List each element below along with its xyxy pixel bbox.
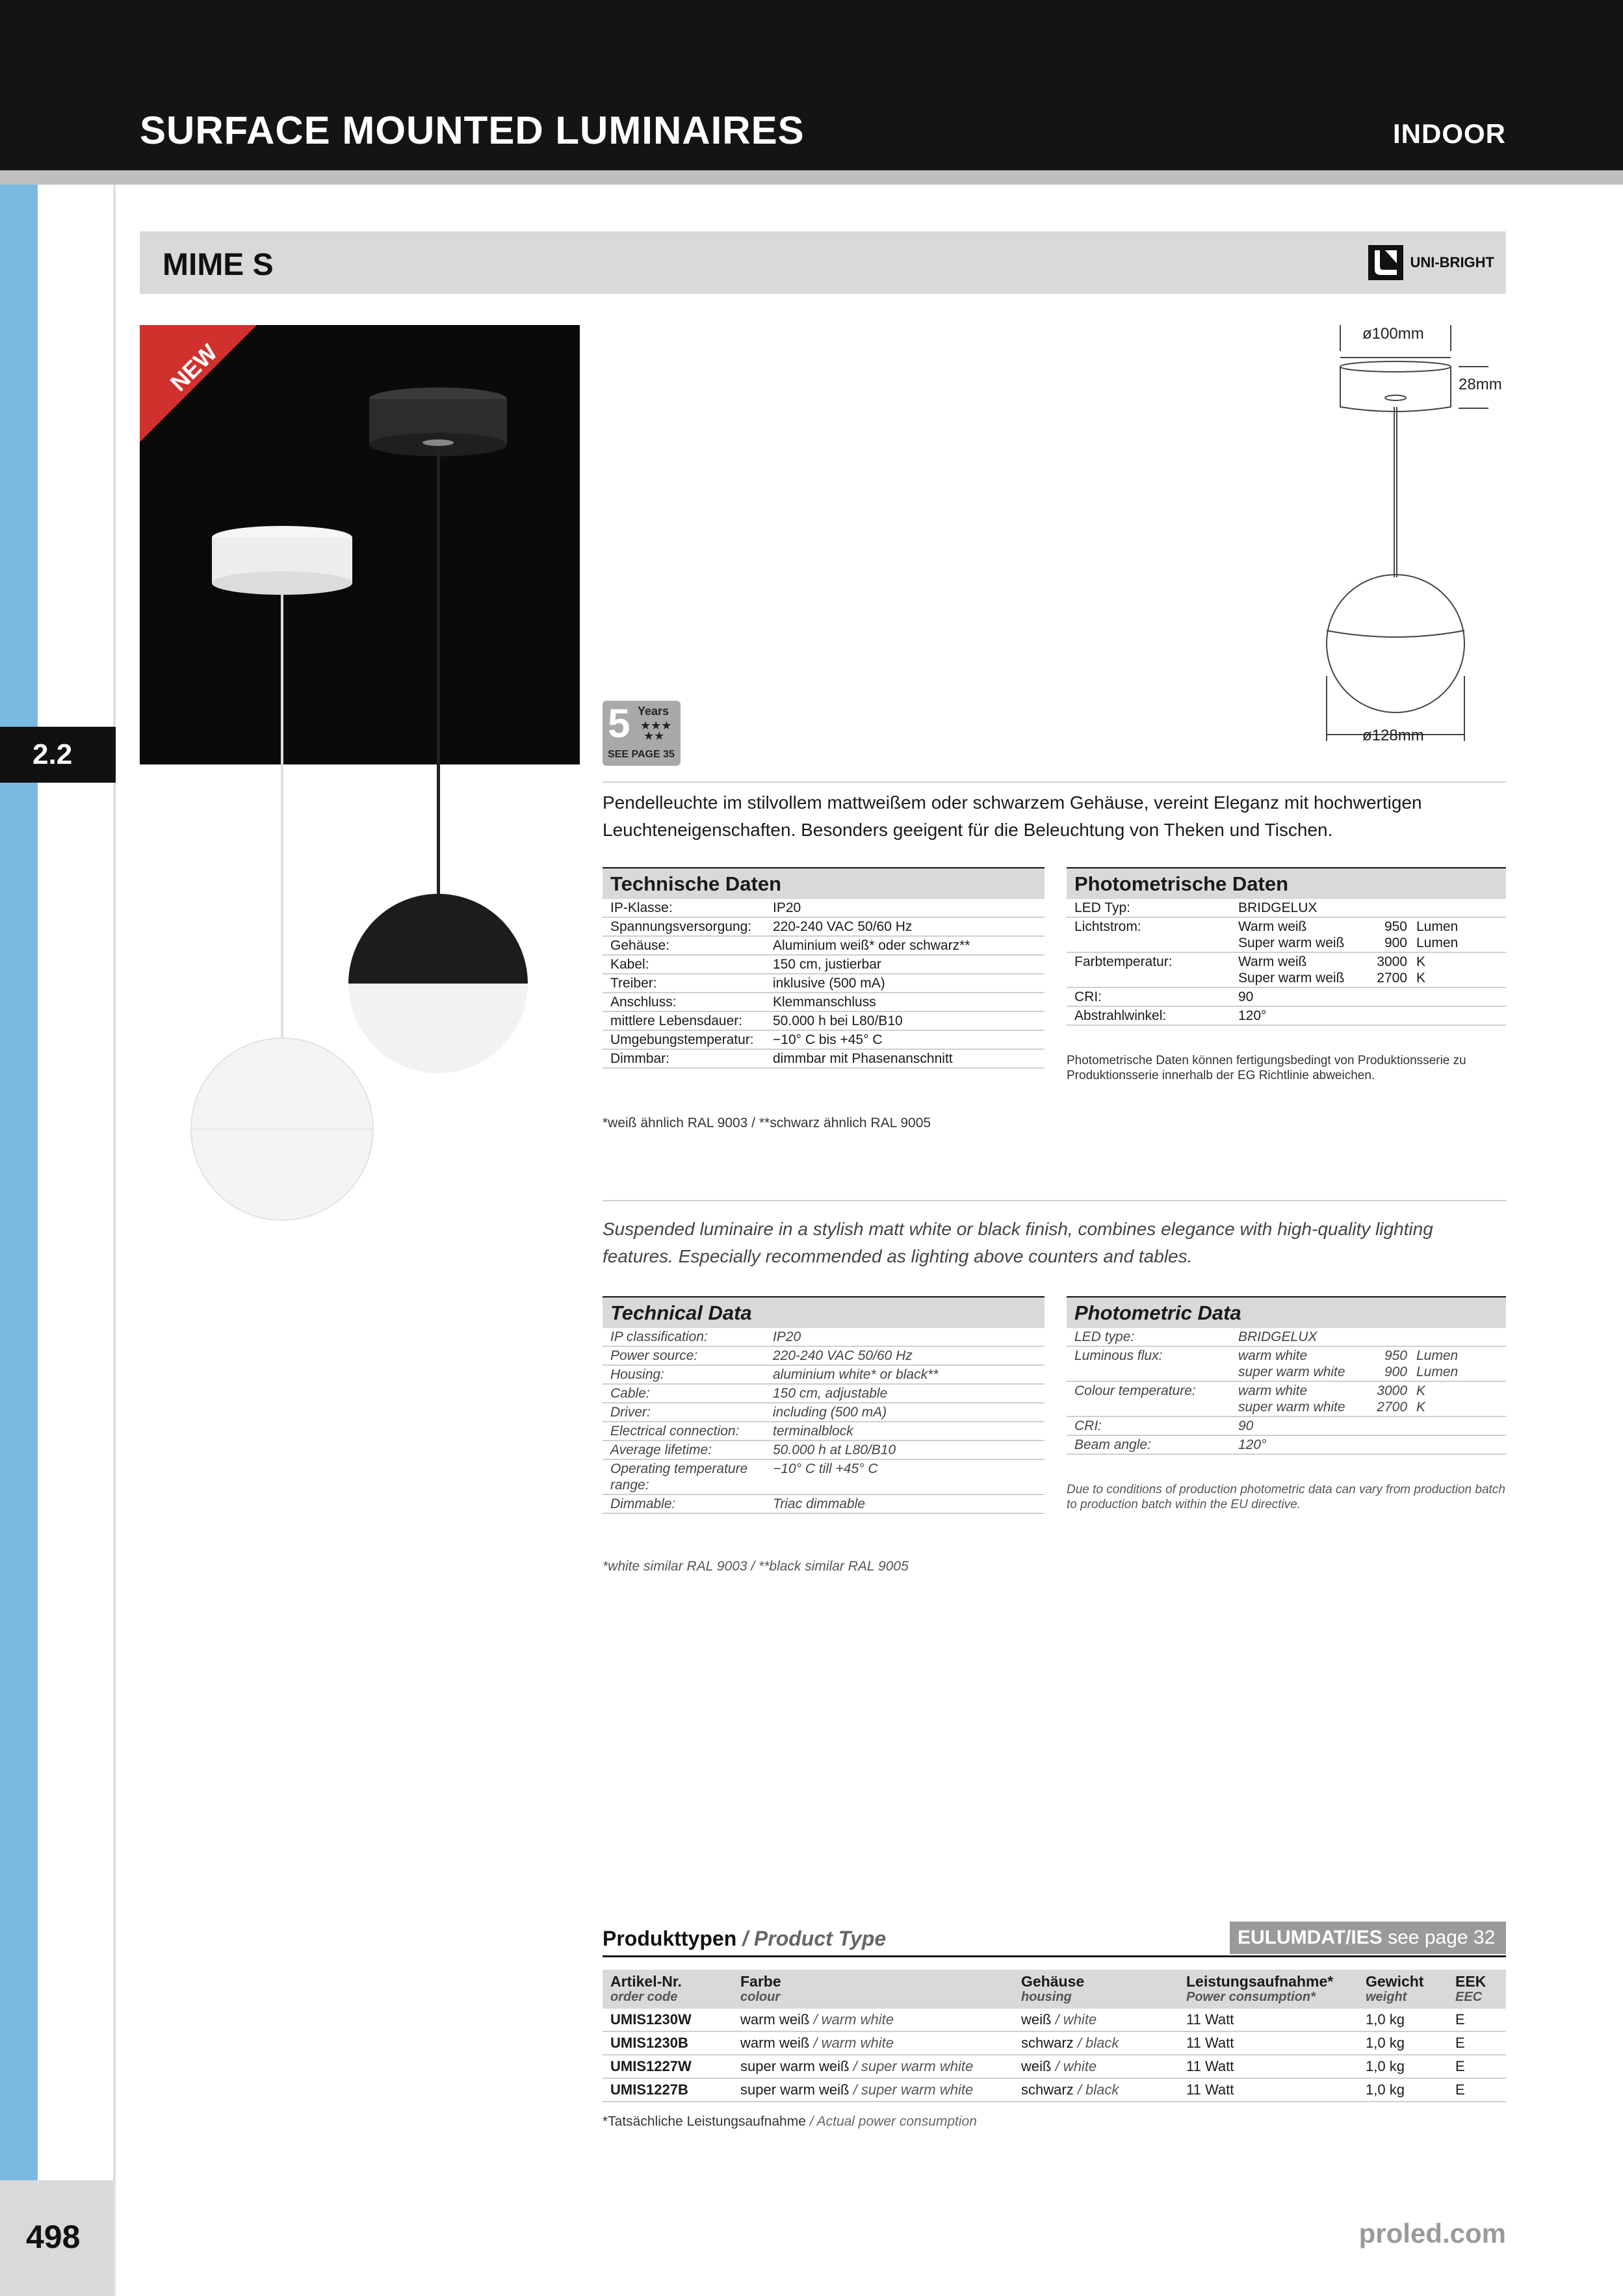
table-row: Abstrahlwinkel: 120° <box>1067 1006 1506 1025</box>
header-title: SURFACE MOUNTED LUMINAIRES <box>140 109 805 152</box>
product-name: MIME S <box>162 248 274 282</box>
table-row: Lichtstrom: Warm weiß 950 Lumen Super warm weiß 900 Lumen <box>1067 917 1506 952</box>
warranty-badge <box>603 701 681 766</box>
table-row: Anschluss: Klemmanschluss <box>603 993 1045 1011</box>
tech-data-en <box>603 1296 1045 1514</box>
header-category: INDOOR <box>1393 118 1506 149</box>
photometric-data-en <box>1067 1296 1506 1455</box>
eulumdat-banner <box>1230 1922 1506 1954</box>
table-row: IP-Klasse: IP20 <box>603 899 1045 917</box>
table-row: UMIS1227W super warm weiß / super warm white weiß / white 11 Watt 1,0 kg E <box>603 2055 1506 2078</box>
dim-globe-diameter: ø128mm <box>1362 727 1424 744</box>
pendant-luminaires-illustration <box>140 325 580 1235</box>
warranty-number: 5 <box>608 701 630 746</box>
product-types-title <box>603 1927 886 1951</box>
tech-en-footnote: *white similar RAL 9003 / **black similar RAL 9005 <box>603 1559 909 1574</box>
tech-data-de-title: Technische Daten <box>603 868 1045 899</box>
table-row: Dimmable: Triac dimmable <box>603 1494 1045 1513</box>
brand-name: UNI-BRIGHT <box>1410 254 1494 270</box>
divider <box>603 781 1506 783</box>
product-types-title-de: Produkttypen <box>603 1927 737 1950</box>
table-row: Treiber: inklusive (500 mA) <box>603 974 1045 993</box>
table-row: LED Typ: BRIDGELUX <box>1067 899 1506 917</box>
product-types-table <box>603 1970 1506 2102</box>
eulumdat-label: EULUMDAT/IES <box>1238 1927 1383 1948</box>
table-row: Housing: aluminium white* or black** <box>603 1365 1045 1384</box>
col-colour: Farbe colour <box>733 1970 1013 2009</box>
photometric-data-de <box>1067 867 1506 1026</box>
col-eec: EEK EEC <box>1448 1970 1506 2009</box>
table-row: IP classification: IP20 <box>603 1328 1045 1346</box>
page-header <box>0 0 1623 170</box>
product-types-footnote: *Tatsächliche Leistungsaufnahme / Actual power consumption <box>603 2114 977 2129</box>
dim-canopy-diameter: ø100mm <box>1362 325 1424 343</box>
website: proled.com <box>1358 2218 1506 2249</box>
brand-logo <box>1367 243 1494 282</box>
table-row: LED type: BRIDGELUX <box>1067 1328 1506 1346</box>
table-row: UMIS1230W warm weiß / warm white weiß / white 11 Watt 1,0 kg E <box>603 2009 1506 2031</box>
divider <box>603 1200 1506 1201</box>
table-row: Spannungsversorgung: 220-240 VAC 50/60 Hz <box>603 917 1045 936</box>
tech-data-en-title: Technical Data <box>603 1297 1045 1328</box>
col-weight: Gewicht weight <box>1358 1970 1448 2009</box>
col-power: Leistungsaufnahme* Power consumption* <box>1178 1970 1358 2009</box>
dim-canopy-height: 28mm <box>1459 376 1502 393</box>
table-row: Driver: including (500 mA) <box>603 1403 1045 1422</box>
description-en: Suspended luminaire in a stylish matt white or black finish, combines elegance with high-quality lighting features. Especially recommended as lighting above counters and tables. <box>603 1219 1433 1266</box>
description-de: Pendelleuchte im stilvollem mattweißem oder schwarzem Gehäuse, vereint Eleganz mit hochwertigen Leuchteneigenschaften. Besonders geeigent für die Beleuchtung von Theken und Tischen. <box>603 792 1422 840</box>
tech-de-footnote: *weiß ähnlich RAL 9003 / **schwarz ähnlich RAL 9005 <box>603 1115 931 1130</box>
table-row: CRI: 90 <box>1067 987 1506 1006</box>
table-row: Colour temperature: warm white 3000 K super warm white 2700 K <box>1067 1381 1506 1416</box>
table-row: Kabel: 150 cm, justierbar <box>603 955 1045 974</box>
table-row: Average lifetime: 50.000 h at L80/B10 <box>603 1441 1045 1459</box>
table-row: Umgebungstemperatur: −10° C bis +45° C <box>603 1030 1045 1049</box>
side-color-strip <box>0 185 38 2180</box>
table-row: Power source: 220-240 VAC 50/60 Hz <box>603 1346 1045 1365</box>
col-housing: Gehäuse housing <box>1013 1970 1178 2009</box>
product-types-title-en: / Product Type <box>742 1927 887 1950</box>
new-badge-text: NEW <box>164 339 223 397</box>
photometric-en-title: Photometric Data <box>1067 1297 1506 1328</box>
col-order-code: Artikel-Nr. order code <box>603 1970 733 2009</box>
section-tab: 2.2 <box>0 727 116 783</box>
table-row: UMIS1227B super warm weiß / super warm white schwarz / black 11 Watt 1,0 kg E <box>603 2078 1506 2102</box>
table-row: mittlere Lebensdauer: 50.000 h bei L80/B10 <box>603 1011 1045 1030</box>
table-row: Cable: 150 cm, adjustable <box>603 1384 1045 1403</box>
product-types-rule <box>603 1955 1506 1957</box>
stars-icon: ★★★ ★★ <box>640 719 672 742</box>
table-row: Electrical connection: terminalblock <box>603 1422 1045 1441</box>
photometric-en-note: Due to conditions of production photometric data can vary from production batch to production batch within the EU directive. <box>1067 1483 1505 1511</box>
table-row: Beam angle: 120° <box>1067 1435 1506 1454</box>
tech-data-de <box>603 867 1045 1069</box>
header-divider <box>0 170 1623 185</box>
photometric-de-title: Photometrische Daten <box>1067 868 1506 899</box>
brand-mark-icon <box>1367 244 1405 281</box>
eulumdat-see-page: see page 32 <box>1388 1927 1496 1948</box>
table-row: Gehäuse: Aluminium weiß* oder schwarz** <box>603 936 1045 955</box>
product-title-bar <box>140 231 1506 294</box>
photometric-de-note: Photometrische Daten können fertigungsbedingt von Produktionsserie zu Produktionsserie innerhalb der EG Richtlinie abweichen. <box>1067 1054 1466 1082</box>
table-row: Farbtemperatur: Warm weiß 3000 K Super warm weiß 2700 K <box>1067 952 1506 987</box>
table-row: UMIS1230B warm weiß / warm white schwarz / black 11 Watt 1,0 kg E <box>603 2031 1506 2055</box>
table-row: Luminous flux: warm white 950 Lumen super warm white 900 Lumen <box>1067 1346 1506 1381</box>
warranty-see-page: SEE PAGE 35 <box>608 749 675 760</box>
warranty-label: Years <box>638 705 669 718</box>
side-divider <box>113 185 116 2296</box>
table-row: CRI: 90 <box>1067 1416 1506 1435</box>
table-row: Dimmbar: dimmbar mit Phasenanschnitt <box>603 1049 1045 1068</box>
page-number: 498 <box>26 2219 81 2255</box>
table-row: Operating temperature range: −10° C till +45° C <box>603 1459 1045 1494</box>
